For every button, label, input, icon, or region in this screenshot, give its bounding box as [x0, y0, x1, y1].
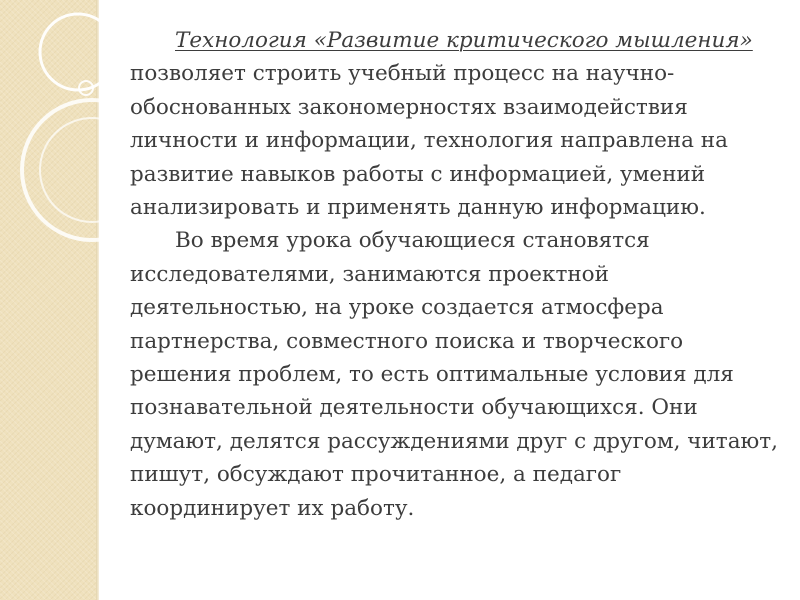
- technology-description: позволяет строить учебный процесс на научно-обоснованных закономерностях взаимодействия личности и информации, технология направлена на развитие навыков работы с информацией, умений анализировать и применять данную информацию.: [130, 61, 728, 221]
- paragraph-lesson: [130, 224, 782, 525]
- technology-title-phrase: Технология «Развитие критического мышления»: [175, 28, 753, 53]
- lesson-description: Во время урока обучающиеся становятся исследователями, занимаются проектной деятельностью, на уроке создается атмосфера партнерства, совместного поиска и творческого решения проблем, то есть оптимальные условия для познавательной деятельности обучающихся. Они думают, делятся рассуждениями друг с другом, читают, пишут, обсуждают прочитанное, а педагог координирует их работу.: [130, 228, 778, 521]
- decorative-rings: [0, 0, 140, 260]
- decorative-ring-large: [40, 14, 116, 90]
- decorative-ring-inner: [40, 118, 140, 222]
- paragraph-technology: [130, 24, 782, 224]
- slide-text: [130, 24, 782, 525]
